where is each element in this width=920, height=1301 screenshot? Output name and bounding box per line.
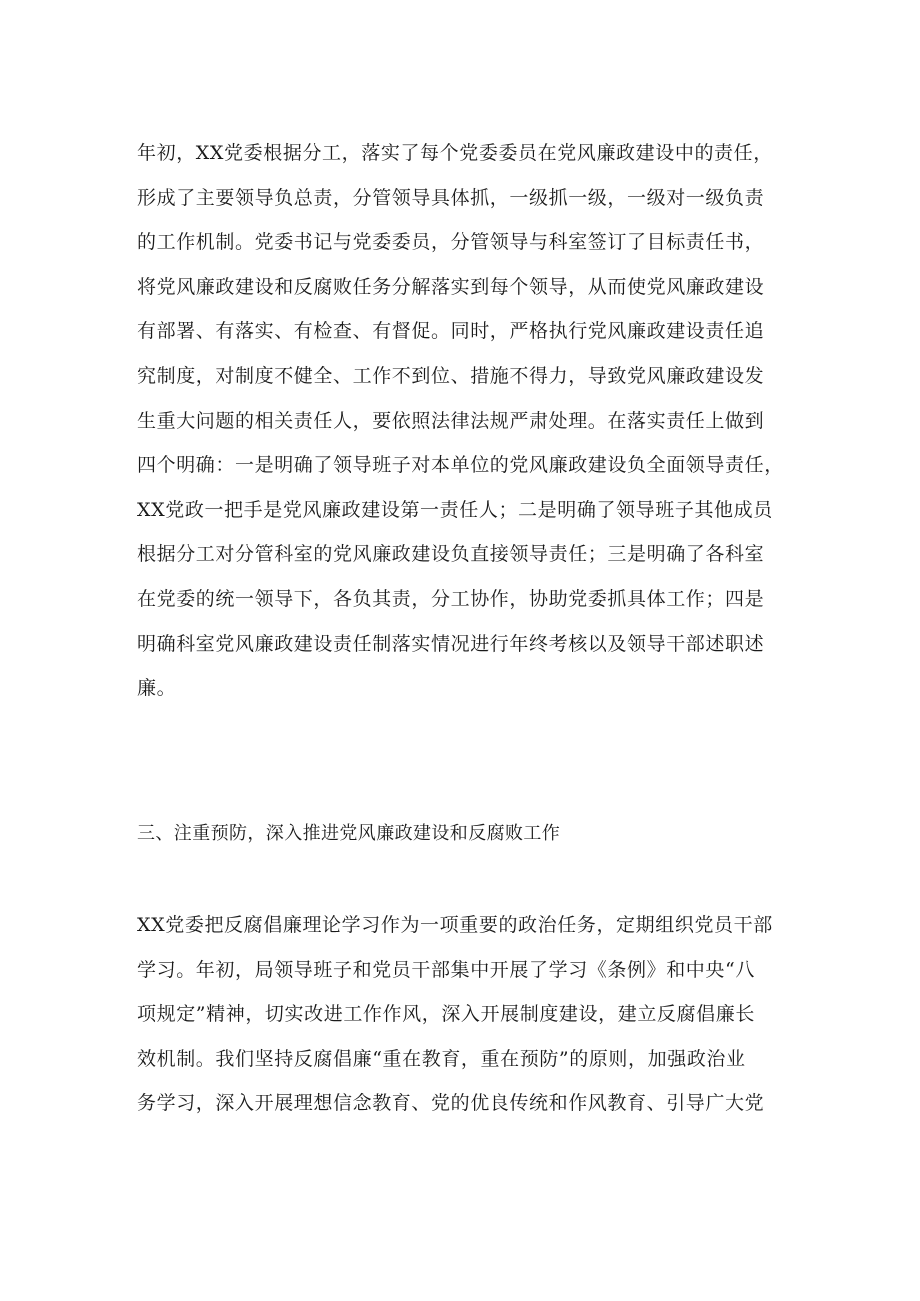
text-line: 在党委的统一领导下，各负其责，分工协作，协助党委抓具体工作；四是 bbox=[137, 587, 765, 610]
paragraph-prevention bbox=[137, 903, 787, 1126]
text-line: XX党委把反腐倡廉理论学习作为一项重要的政治任务，定期组织党员干部 bbox=[137, 914, 773, 936]
text-line: 有部署、有落实、有检查、有督促。同时，严格执行党风廉政建设责任追 bbox=[137, 320, 765, 343]
text-line: XX党政一把手是党风廉政建设第一责任人；二是明确了领导班子其他成员 bbox=[137, 498, 773, 521]
text-line: 四个明确：一是明确了领导班子对本单位的党风廉政建设负全面领导责任， bbox=[137, 454, 784, 477]
text-line: 效机制。我们坚持反腐倡廉“重在教育，重在预防”的原则，加强政治业 bbox=[137, 1047, 746, 1070]
text-line: 项规定”精神，切实改进工作作风，深入开展制度建设，建立反腐倡廉长 bbox=[137, 1003, 755, 1026]
text-line: 形成了主要领导负总责，分管领导具体抓，一级抓一级，一级对一级负责 bbox=[137, 186, 765, 209]
paragraph-responsibility bbox=[137, 131, 787, 711]
text-line: 学习。年初，局领导班子和党员干部集中开展了学习《条例》和中央“八 bbox=[137, 958, 755, 981]
text-line: 务学习，深入开展理想信念教育、党的优良传统和作风教育、引导广大党 bbox=[137, 1092, 765, 1115]
text-line: 究制度，对制度不健全、工作不到位、措施不得力，导致党风廉政建设发 bbox=[137, 364, 765, 387]
section-heading: 三、注重预防，深入推进党风廉政建设和反腐败工作 bbox=[137, 823, 561, 844]
text-line: 根据分工对分管科室的党风廉政建设负直接领导责任；三是明确了各科室 bbox=[137, 543, 765, 566]
text-line: 廉。 bbox=[137, 677, 177, 700]
text-line: 的工作机制。党委书记与党委委员，分管领导与科室签订了目标责任书， bbox=[137, 231, 765, 254]
text-line: 将党风廉政建设和反腐败任务分解落实到每个领导，从而使党风廉政建设 bbox=[137, 275, 765, 298]
text-line: 生重大问题的相关责任人，要依照法律法规严肃处理。在落实责任上做到 bbox=[137, 409, 765, 432]
text-line: 年初，XX党委根据分工，落实了每个党委委员在党风廉政建设中的责任， bbox=[137, 142, 773, 164]
text-line: 明确科室党风廉政建设责任制落实情况进行年终考核以及领导干部述职述 bbox=[137, 632, 765, 655]
